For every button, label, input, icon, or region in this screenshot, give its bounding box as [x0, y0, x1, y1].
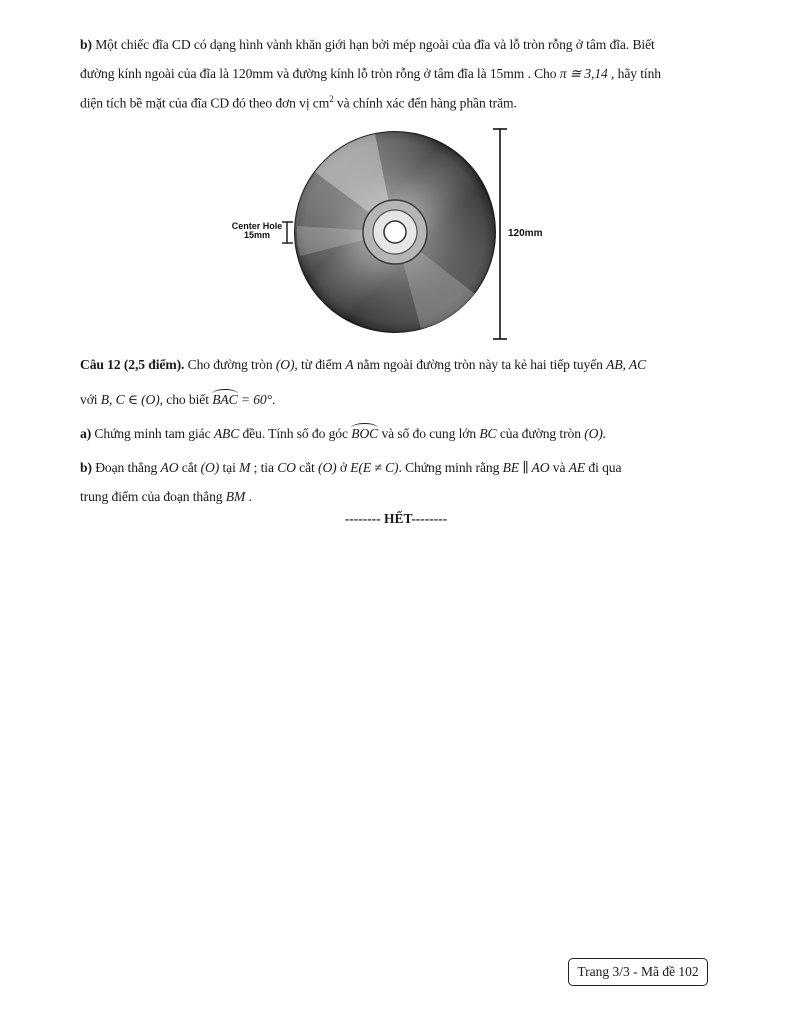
q12-line-2: [80, 392, 275, 408]
q12-text: trung điểm của đoạn thẳng: [80, 489, 226, 504]
q12-text: của đường tròn: [496, 426, 585, 441]
q12-text: Cho đường tròn: [184, 357, 276, 372]
q12-text: Chứng minh tam giác: [91, 426, 214, 441]
q12-title: Câu 12 (2,5 điểm).: [80, 357, 185, 372]
parallel-BE-AO: BE ∥ AO: [502, 460, 550, 475]
cd-problem-text-2-end: , hãy tính: [607, 66, 662, 81]
q12-text: và số đo cung lớn: [378, 426, 480, 441]
q12-text: đi qua: [585, 460, 622, 475]
center-hole: [384, 221, 406, 243]
unit-exponent: 2: [329, 94, 334, 104]
q12-text: cắt: [178, 460, 201, 475]
q12-text: tại: [219, 460, 240, 475]
q12-text: Đoạn thẳng: [91, 460, 161, 475]
q12-part-b-line-1: [80, 460, 621, 476]
part-label: b): [80, 37, 92, 52]
cd-problem-text-1: Một chiếc đĩa CD có dạng hình vành khăn giới hạn bởi mép ngoài của đĩa và lỗ tròn rỗng ở tâm đĩa. Biết: [91, 37, 655, 52]
page-footer: Trang 3/3 - Mã đề 102: [568, 958, 708, 986]
q12-text: và: [549, 460, 569, 475]
circle-O: (O): [318, 460, 337, 475]
circle-O: (O).: [584, 426, 607, 441]
ray-CO: CO: [277, 460, 296, 475]
center-hole-label: Center Hole: [231, 221, 283, 231]
q12-text: với: [80, 392, 101, 407]
cd-problem-line-3: [80, 94, 517, 112]
point-A: A: [345, 357, 354, 372]
circle-O: (O): [200, 460, 220, 475]
part-b-label: b): [80, 460, 92, 475]
q12-text: ở: [336, 460, 351, 475]
segment-AE: AE: [568, 460, 586, 475]
point-E: E(E ≠ C): [350, 460, 399, 475]
q12-text: đều. Tính số đo góc: [239, 426, 352, 441]
center-hole-size: 15mm: [243, 230, 271, 240]
angle-value: = 60°: [237, 392, 272, 407]
angle-BAC: BAC: [212, 392, 238, 407]
cd-figure: [225, 126, 555, 344]
cd-problem-text-3b: và chính xác đến hàng phần trăm.: [333, 95, 517, 111]
end-mark: -------- HẾT--------: [344, 511, 448, 526]
q12-text: , cho biết: [159, 392, 213, 407]
q12-part-a: [80, 426, 606, 442]
triangle-ABC: ABC: [213, 426, 240, 441]
segment-BM: BM: [225, 489, 246, 504]
q12-text: cắt: [295, 460, 319, 475]
arc-BC: BC: [479, 426, 497, 441]
cd-problem-line-2: [80, 66, 661, 82]
q12-text: .: [245, 489, 252, 504]
pi-approx: π ≅ 3,14: [559, 66, 608, 81]
tangents-AB-AC: AB, AC: [606, 357, 647, 372]
angle-BOC: BOC: [351, 426, 379, 441]
cd-problem-text-2: đường kính ngoài của đĩa là 120mm và đường kính lỗ tròn rỗng ở tâm đĩa là 15mm . Cho: [80, 66, 560, 81]
q12-text: nằm ngoài đường tròn này ta kẻ hai tiếp tuyến: [353, 357, 607, 372]
cd-problem-text-3a: diện tích bề mặt của đĩa CD đó theo đơn vị cm: [80, 95, 330, 111]
q12-text: ; tia: [250, 460, 278, 475]
q12-text: . Chứng minh rằng: [398, 460, 503, 475]
point-M: M: [239, 460, 251, 475]
q12-text: .: [271, 392, 276, 407]
points-on-circle: B, C ∈ (O): [100, 392, 160, 407]
diameter-label: 120mm: [508, 228, 543, 239]
q12-text: , từ điểm: [294, 357, 346, 372]
q12-part-b-line-2: [80, 489, 252, 505]
cd-problem-line-1: [80, 37, 655, 53]
q12-line-1: [80, 357, 646, 373]
segment-AO: AO: [160, 460, 179, 475]
part-a-label: a): [80, 426, 92, 441]
circle-O: (O): [275, 357, 295, 372]
